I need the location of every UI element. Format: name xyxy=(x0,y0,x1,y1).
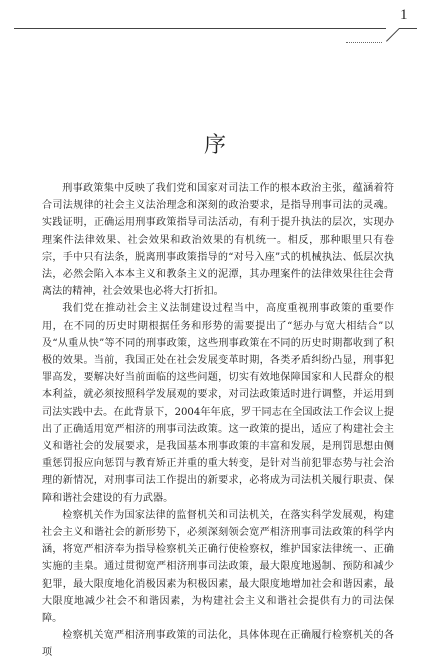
paragraph-2: 我们党在推动社会主义法制建设过程当中，高度重视刑事政策的重要作用，在不同的历史时期根据任务和形势的需要提出了“惩办与宽大相结合”以及“从重从快”等不同的刑事政策，这些刑事政策在不同的历史时期都收到了积极的效果。当前，我国正处在社会发展变革时期，各类矛盾纠纷凸显，刑事犯罪高发，要解决好当前面临的这些问题，切实有效地保障国家和人民群众的根本利益，就必须按照科学发展观的要求，对司法政策适时进行调整，并运用到司法实践中去。在此背景下，2004年年底，罗干同志在全国政法工作会议上提出了正确适用宽严相济的刑事司法政策。这一政策的提出，适应了构建社会主义和谐社会的发展要求，是我国基本刑事政策的丰富和发展，是刑罚思想由侧重惩罚报应向惩罚与教育矫正并重的重大转变，是针对当前犯罪态势与社会治理的新情况，对刑事司法工作提出的新要求，必将成为司法机关履行职责、保障和谐社会建设的有力武器。 xyxy=(42,303,394,504)
header-dotted-line xyxy=(346,42,382,43)
paragraph-1: 刑事政策集中反映了我们党和国家对司法工作的根本政治主张，蕴涵着符合司法规律的社会主义法治理念和深刻的政治要求，是指导刑事司法的灵魂。实践证明，正确运用刑事政策指导司法活动，有利于提升执法的层次，实现办理案件法律效果、社会效果和政治效果的有机统一。相反，那种眼里只有卷宗，手中只有法条，脱离刑事政策指导的“对号入座”式的机械执法、低层次执法，必然会陷入本本主义和教条主义的泥潭，其办理案件的法律效果往往会背离法的精神，社会效果也必将大打折扣。 xyxy=(42,183,394,298)
page-title: 序 xyxy=(203,133,228,158)
header-tail-line xyxy=(399,28,417,29)
page-number: 1 xyxy=(400,7,408,23)
paragraph-3: 检察机关作为国家法律的监督机关和司法机关，在落实科学发展观，构建社会主义和谐社会的新形势下，必须深刻领会宽严相济刑事司法政策的科学内涵，将宽严相济奉为指导检察机关正确行使检察权，维护国家法律统一、正确实施的圭臬。通过贯彻宽严相济刑事司法政策，最大限度地遏制、预防和减少犯罪，最大限度地化消极因素为积极因素，最大限度地增加社会和谐因素，最大限度地减少社会不和谐因素，为构建社会主义和谐社会提供有力的司法保障。 xyxy=(42,509,394,625)
header-slant-line xyxy=(386,28,400,42)
body-text xyxy=(42,180,394,662)
paragraph-4: 检察机关宽严相济刑事政策的司法化，具体体现在正确履行检察机关的各项 xyxy=(42,630,394,659)
header-rule xyxy=(14,28,386,29)
